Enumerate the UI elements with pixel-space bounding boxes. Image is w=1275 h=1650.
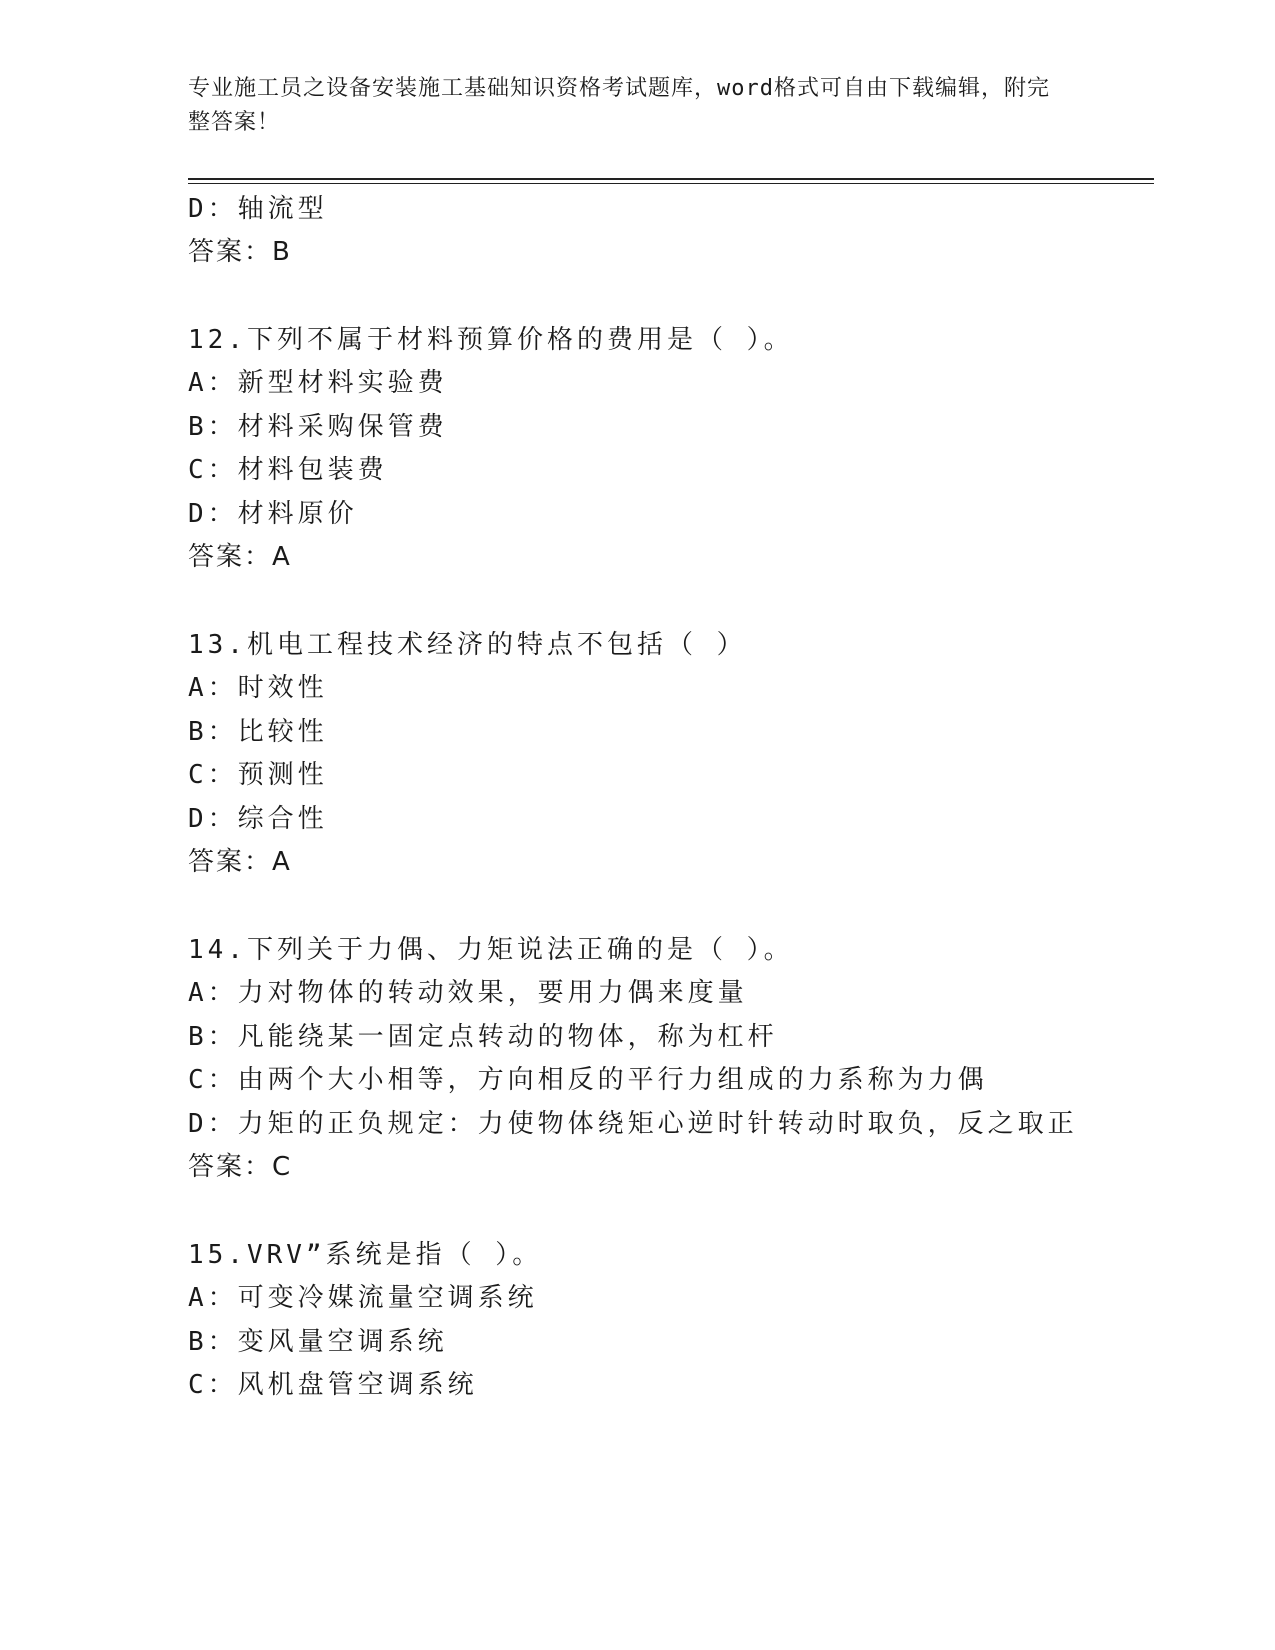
option-line: B：变风量空调系统	[188, 1327, 448, 1357]
option-line: C：风机盘管空调系统	[188, 1370, 478, 1400]
option-line: D：力矩的正负规定：力使物体绕矩心逆时针转动时取负，反之取正	[188, 1109, 1078, 1139]
question-stem: 13.机电工程技术经济的特点不包括（ ）	[188, 630, 747, 660]
option-line: C：材料包装费	[188, 455, 388, 485]
option-line: B：凡能绕某一固定点转动的物体，称为杠杆	[188, 1022, 778, 1052]
header-divider-thick	[188, 178, 1154, 180]
answer-line: 答案：C	[188, 1152, 293, 1182]
answer-line: 答案：B	[188, 237, 292, 267]
option-line: A：新型材料实验费	[188, 368, 448, 398]
option-line: C：由两个大小相等，方向相反的平行力组成的力系称为力偶	[188, 1065, 988, 1095]
option-line: D：材料原价	[188, 499, 358, 529]
option-line: C：预测性	[188, 760, 328, 790]
option-line: D：综合性	[188, 804, 328, 834]
answer-line: 答案：A	[188, 847, 292, 877]
answer-line: 答案：A	[188, 542, 292, 572]
option-line: B：材料采购保管费	[188, 412, 448, 442]
option-line: A：力对物体的转动效果，要用力偶来度量	[188, 978, 748, 1008]
option-line: B：比较性	[188, 717, 328, 747]
option-line: D：轴流型	[188, 194, 328, 224]
header-divider-thin	[188, 183, 1154, 184]
option-line: A：可变冷媒流量空调系统	[188, 1283, 538, 1313]
question-stem: 12.下列不属于材料预算价格的费用是（ ）。	[188, 325, 794, 355]
question-stem: 15.VRV”系统是指（ ）。	[188, 1240, 543, 1270]
document-header: 专业施工员之设备安装施工基础知识资格考试题库，word格式可自由下载编辑，附完整答案！	[188, 76, 1050, 135]
option-line: A：时效性	[188, 673, 328, 703]
question-stem: 14.下列关于力偶、力矩说法正确的是（ ）。	[188, 935, 794, 965]
